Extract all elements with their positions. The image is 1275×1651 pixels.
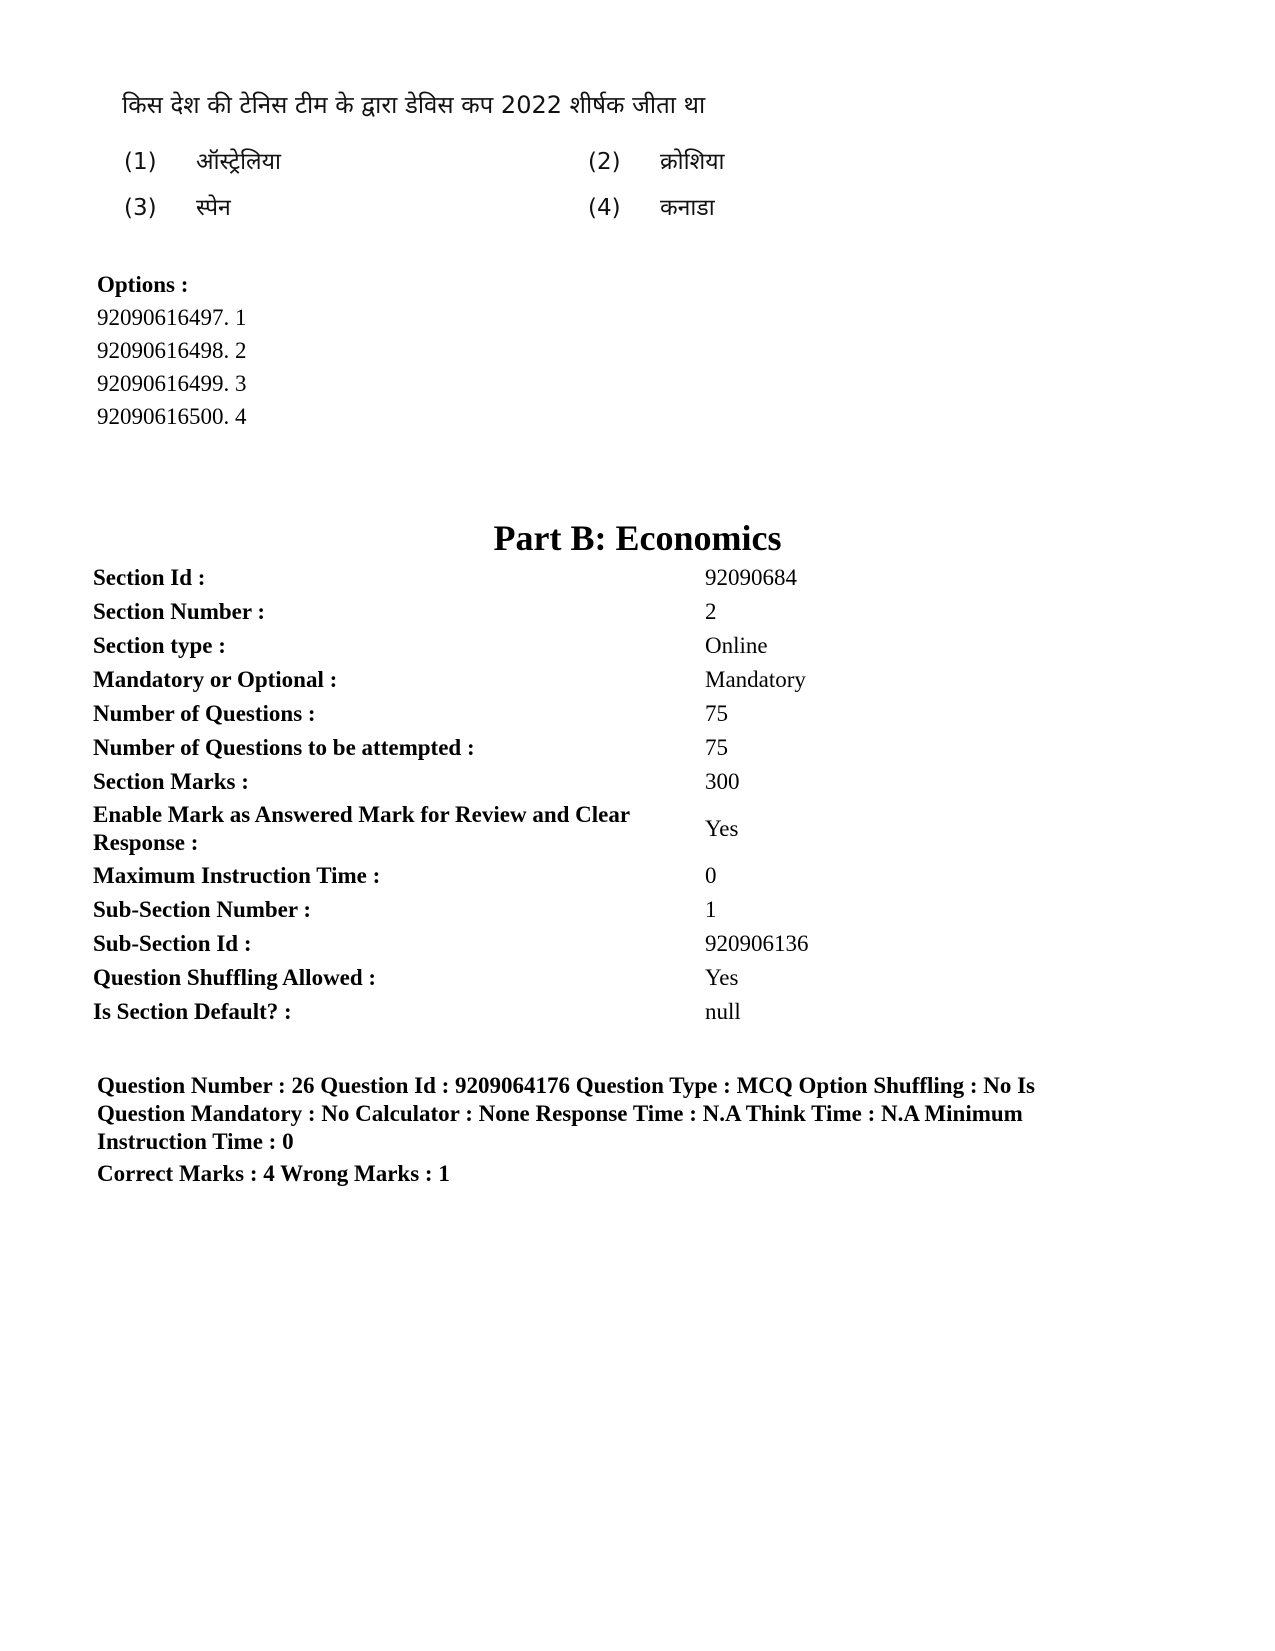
section-row xyxy=(93,731,853,765)
section-key: Number of Questions : xyxy=(93,701,316,726)
option-id-item: 92090616497. 1 xyxy=(97,305,247,330)
section-row xyxy=(93,859,853,893)
option-label: स्पेन xyxy=(196,195,231,221)
section-value: 300 xyxy=(705,769,740,794)
section-row xyxy=(93,561,853,595)
section-key: Question Shuffling Allowed : xyxy=(93,965,377,990)
section-key: Section Id : xyxy=(93,565,206,590)
option-number: (1) xyxy=(124,149,157,175)
option-id-item: 92090616500. 4 xyxy=(97,404,247,429)
section-row xyxy=(93,799,853,859)
section-value: 0 xyxy=(705,863,717,888)
question-option-2 xyxy=(588,144,725,176)
section-value: 75 xyxy=(705,735,728,760)
section-value: 920906136 xyxy=(705,931,809,956)
options-label: Options : xyxy=(97,272,189,297)
question-image xyxy=(110,80,770,230)
option-number: (3) xyxy=(124,195,157,221)
section-row xyxy=(93,893,853,927)
question-option-3 xyxy=(124,190,231,222)
section-details-table xyxy=(93,561,853,1029)
section-key: Number of Questions to be attempted : xyxy=(93,735,475,760)
section-value: Yes xyxy=(705,965,739,990)
question-meta: Question Number : 26 Question Id : 9209064176 Question Type : MCQ Option Shuffling : No Is Question Mandatory : No Calculator : None Response Time : N.A Think Time : N.A Minimum Instruction Time : 0 xyxy=(97,1073,1036,1154)
section-row xyxy=(93,995,853,1029)
question-option-1 xyxy=(124,144,281,176)
section-value: Mandatory xyxy=(705,667,806,692)
section-key: Section type : xyxy=(93,633,226,658)
section-key: Mandatory or Optional : xyxy=(93,667,338,692)
part-title: Part B: Economics xyxy=(493,518,782,558)
options-list xyxy=(97,268,247,433)
section-row xyxy=(93,765,853,799)
option-label: कनाडा xyxy=(660,195,715,221)
section-row xyxy=(93,595,853,629)
section-key: Is Section Default? : xyxy=(93,999,292,1024)
question-marks: Correct Marks : 4 Wrong Marks : 1 xyxy=(97,1161,450,1186)
section-value: 1 xyxy=(705,897,717,922)
section-row xyxy=(93,663,853,697)
section-key: Enable Mark as Answered Mark for Review and Clear Response : xyxy=(93,802,630,855)
section-value: Yes xyxy=(705,816,739,841)
section-value: null xyxy=(705,999,741,1024)
section-key: Sub-Section Id : xyxy=(93,931,252,956)
section-key: Maximum Instruction Time : xyxy=(93,863,381,888)
section-value: 92090684 xyxy=(705,565,797,590)
option-number: (4) xyxy=(588,195,621,221)
question-text: किस देश की टेनिस टीम के द्वारा डेविस कप 2022 शीर्षक जीता था xyxy=(122,91,706,119)
option-label: क्रोशिया xyxy=(660,149,725,175)
section-value: 75 xyxy=(705,701,728,726)
option-id-item: 92090616499. 3 xyxy=(97,371,247,396)
question-option-4 xyxy=(588,190,715,222)
option-label: ऑस्ट्रेलिया xyxy=(196,149,281,175)
section-row xyxy=(93,629,853,663)
option-id-item: 92090616498. 2 xyxy=(97,338,247,363)
option-number: (2) xyxy=(588,149,621,175)
section-row xyxy=(93,697,853,731)
section-value: 2 xyxy=(705,599,717,624)
section-key: Section Number : xyxy=(93,599,266,624)
section-row xyxy=(93,961,853,995)
section-row xyxy=(93,927,853,961)
section-value: Online xyxy=(705,633,768,658)
section-key: Sub-Section Number : xyxy=(93,897,312,922)
section-key: Section Marks : xyxy=(93,769,249,794)
